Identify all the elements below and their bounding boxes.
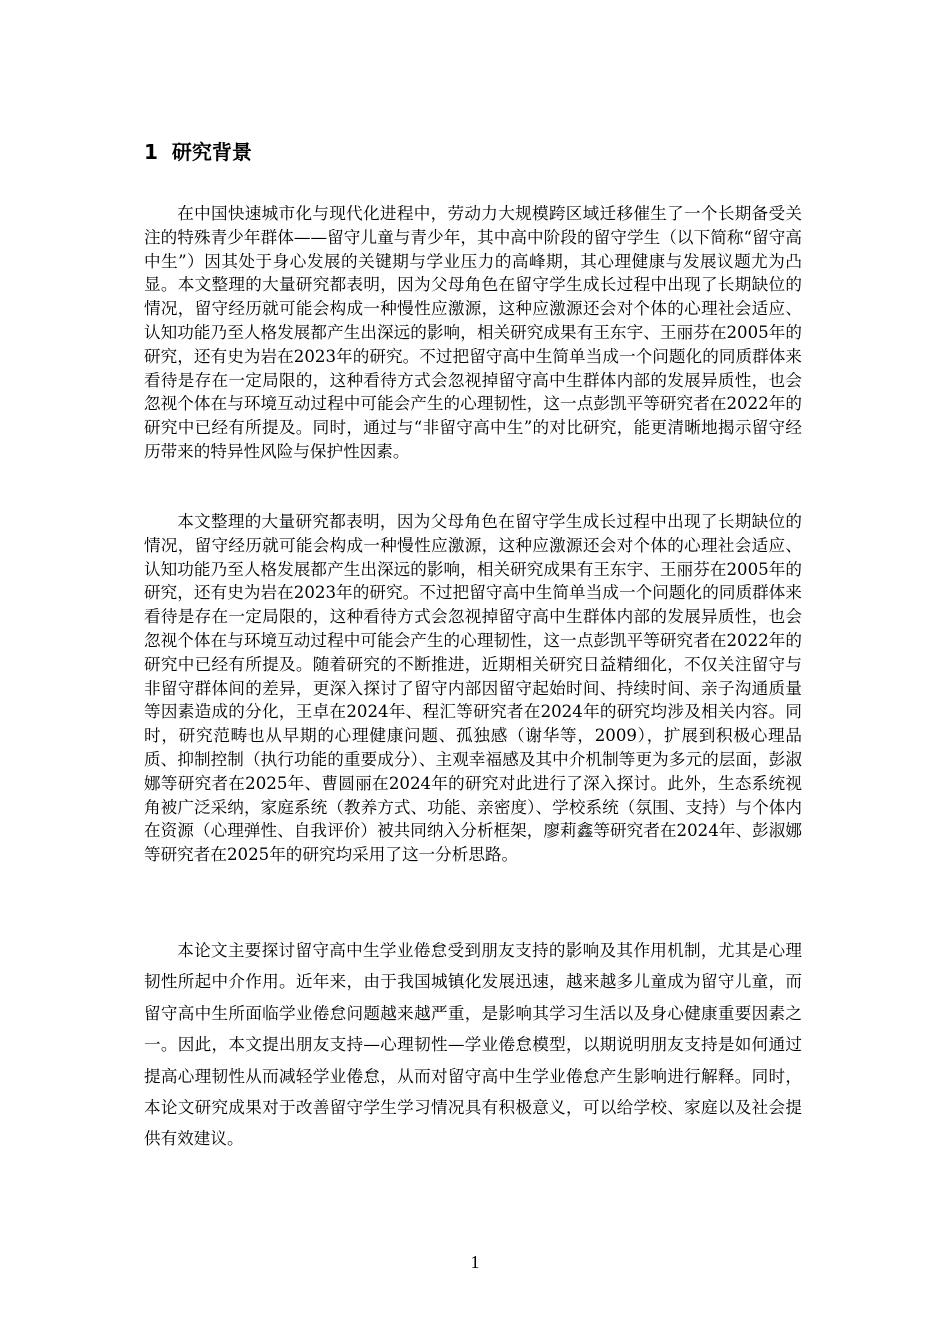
page-number: 1: [470, 1252, 480, 1272]
body-paragraph-3: 本论文主要探讨留守高中生学业倦怠受到朋友支持的影响及其作用机制，尤其是心理韧性所起中介作用。近年来，由于我国城镇化发展迅速，越来越多儿童成为留守儿童，而留守高中生所面临学业倦怠问题越来越严重，是影响其学习生活以及身心健康重要因素之一。因此，本文提出朋友支持—心理韧性—学业倦怠模型，以期说明朋友支持是如何通过提高心理韧性从而减轻学业倦怠，从而对留守高中生学业倦怠产生影响进行解释。同时，本论文研究成果对于改善留守学生学习情况具有积极意义，可以给学校、家庭以及社会提供有效建议。: [144, 941, 802, 1149]
body-paragraph-1: 在中国快速城市化与现代化进程中，劳动力大规模跨区域迁移催生了一个长期备受关注的特殊青少年群体——留守儿童与青少年，其中高中阶段的留守学生（以下简称“留守高中生”）因其处于身心发展的关键期与学业压力的高峰期，其心理健康与发展议题尤为凸显。本文整理的大量研究都表明，因为父母角色在留守学生成长过程中出现了长期缺位的情况，留守经历就可能会构成一种慢性应激源，这种应激源还会对个体的心理社会适应、认知功能乃至人格发展都产生出深远的影响，相关研究成果有王东宇、王丽芬在2005年的研究，还有史为岩在2023年的研究。不过把留守高中生简单当成一个问题化的同质群体来看待是存在一定局限的，这种看待方式会忽视掉留守高中生群体内部的发展异质性，也会忽视个体在与环境互动过程中可能会产生的心理韧性，这一点彭凯平等研究者在2022年的研究中已经有所提及。同时，通过与“非留守高中生”的对比研究，能更清晰地揭示留守经历带来的特异性风险与保护性因素。: [144, 204, 802, 461]
section-number: 1: [144, 140, 158, 164]
section-heading: [144, 138, 252, 166]
body-paragraph-2: 本文整理的大量研究都表明，因为父母角色在留守学生成长过程中出现了长期缺位的情况，留守经历就可能会构成一种慢性应激源，这种应激源还会对个体的心理社会适应、认知功能乃至人格发展都产生出深远的影响，相关研究成果有王东宇、王丽芬在2005年的研究，还有史为岩在2023年的研究。不过把留守高中生简单当成一个问题化的同质群体来看待是存在一定局限的，这种看待方式会忽视掉留守高中生群体内部的发展异质性，也会忽视个体在与环境互动过程中可能会产生的心理韧性，这一点彭凯平等研究者在2022年的研究中已经有所提及。随着研究的不断推进，近期相关研究日益精细化，不仅关注留守与非留守群体间的差异，更深入探讨了留守内部因留守起始时间、持续时间、亲子沟通质量等因素造成的分化，王卓在2024年、程汇等研究者在2024年的研究均涉及相关内容。同时，研究范畴也从早期的心理健康问题、孤独感（谢华等，2009），扩展到积极心理品质、抑制控制（执行功能的重要成分）、主观幸福感及其中介机制等更为多元的层面，彭淑娜等研究者在2025年、曹圆丽在2024年的研究对此进行了深入探讨。此外，生态系统视角被广泛采纳，家庭系统（教养方式、功能、亲密度）、学校系统（氛围、支持）与个体内在资源（心理弹性、自我评价）被共同纳入分析框架，廖莉鑫等研究者在2024年、彭淑娜等研究者在2025年的研究均采用了这一分析思路。: [144, 512, 802, 865]
section-title: 研究背景: [171, 140, 252, 164]
